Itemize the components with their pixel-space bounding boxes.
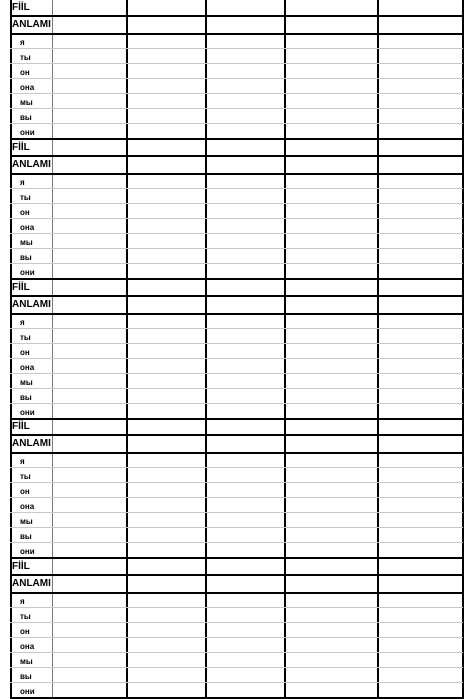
- writing-line: [10, 343, 463, 344]
- pronoun-label: вы: [20, 113, 32, 122]
- writing-line: [10, 203, 463, 204]
- meaning-label: ANLAMI: [12, 159, 51, 170]
- pronoun-label: я: [20, 178, 25, 187]
- verb-label: FİİL: [12, 142, 30, 153]
- column-divider: [52, 0, 53, 699]
- meaning-label: ANLAMI: [12, 299, 51, 310]
- pronoun-label: она: [20, 502, 35, 511]
- writing-line: [10, 123, 463, 124]
- row-border: [10, 452, 463, 454]
- writing-line: [10, 93, 463, 94]
- writing-line: [10, 682, 463, 683]
- column-divider: [462, 0, 464, 699]
- pronoun-label: она: [20, 83, 35, 92]
- writing-line: [10, 403, 463, 404]
- writing-line: [10, 467, 463, 468]
- writing-line: [10, 512, 463, 513]
- row-border: [10, 434, 463, 436]
- pronoun-label: она: [20, 223, 35, 232]
- meaning-label: ANLAMI: [12, 438, 51, 449]
- pronoun-label: ты: [20, 333, 31, 342]
- pronoun-label: вы: [20, 672, 32, 681]
- block-border: [10, 418, 463, 420]
- pronoun-label: мы: [20, 517, 33, 526]
- block-border: [10, 278, 463, 280]
- verb-label: FİİL: [12, 561, 30, 572]
- pronoun-label: он: [20, 348, 30, 357]
- writing-line: [10, 527, 463, 528]
- writing-line: [10, 607, 463, 608]
- writing-line: [10, 652, 463, 653]
- row-border: [10, 574, 463, 576]
- writing-line: [10, 78, 463, 79]
- pronoun-label: они: [20, 128, 35, 137]
- pronoun-label: я: [20, 38, 25, 47]
- meaning-label: ANLAMI: [12, 578, 51, 589]
- pronoun-label: он: [20, 627, 30, 636]
- writing-line: [10, 667, 463, 668]
- writing-line: [10, 63, 463, 64]
- column-divider: [377, 0, 379, 699]
- row-border: [10, 33, 463, 35]
- writing-line: [10, 263, 463, 264]
- pronoun-label: мы: [20, 98, 33, 107]
- writing-line: [10, 188, 463, 189]
- pronoun-label: я: [20, 457, 25, 466]
- pronoun-label: они: [20, 687, 35, 696]
- writing-line: [10, 108, 463, 109]
- row-border: [10, 592, 463, 594]
- column-divider: [205, 0, 207, 699]
- writing-line: [10, 373, 463, 374]
- row-border: [10, 173, 463, 175]
- pronoun-label: он: [20, 487, 30, 496]
- writing-line: [10, 388, 463, 389]
- row-border: [10, 155, 463, 157]
- verb-label: FİİL: [12, 2, 30, 13]
- writing-line: [10, 233, 463, 234]
- column-divider: [126, 0, 128, 699]
- pronoun-label: ты: [20, 472, 31, 481]
- writing-line: [10, 497, 463, 498]
- pronoun-label: они: [20, 408, 35, 417]
- pronoun-label: вы: [20, 532, 32, 541]
- pronoun-label: она: [20, 363, 35, 372]
- pronoun-label: он: [20, 208, 30, 217]
- row-border: [10, 313, 463, 315]
- pronoun-label: она: [20, 642, 35, 651]
- verb-label: FİİL: [12, 282, 30, 293]
- column-divider: [284, 0, 286, 699]
- pronoun-label: ты: [20, 53, 31, 62]
- pronoun-label: я: [20, 318, 25, 327]
- pronoun-label: ты: [20, 612, 31, 621]
- writing-line: [10, 482, 463, 483]
- pronoun-label: мы: [20, 378, 33, 387]
- writing-line: [10, 248, 463, 249]
- pronoun-label: он: [20, 68, 30, 77]
- row-border: [10, 295, 463, 297]
- writing-line: [10, 358, 463, 359]
- block-border: [10, 557, 463, 559]
- meaning-label: ANLAMI: [12, 19, 51, 30]
- pronoun-label: вы: [20, 393, 32, 402]
- writing-line: [10, 328, 463, 329]
- writing-line: [10, 622, 463, 623]
- pronoun-label: они: [20, 268, 35, 277]
- pronoun-label: мы: [20, 657, 33, 666]
- pronoun-label: мы: [20, 238, 33, 247]
- verb-label: FİİL: [12, 421, 30, 432]
- pronoun-label: вы: [20, 253, 32, 262]
- column-divider: [10, 0, 12, 699]
- writing-line: [10, 48, 463, 49]
- writing-line: [10, 637, 463, 638]
- writing-line: [10, 218, 463, 219]
- writing-line: [10, 542, 463, 543]
- block-border: [10, 138, 463, 140]
- pronoun-label: ты: [20, 193, 31, 202]
- pronoun-label: я: [20, 597, 25, 606]
- pronoun-label: они: [20, 547, 35, 556]
- row-border: [10, 15, 463, 17]
